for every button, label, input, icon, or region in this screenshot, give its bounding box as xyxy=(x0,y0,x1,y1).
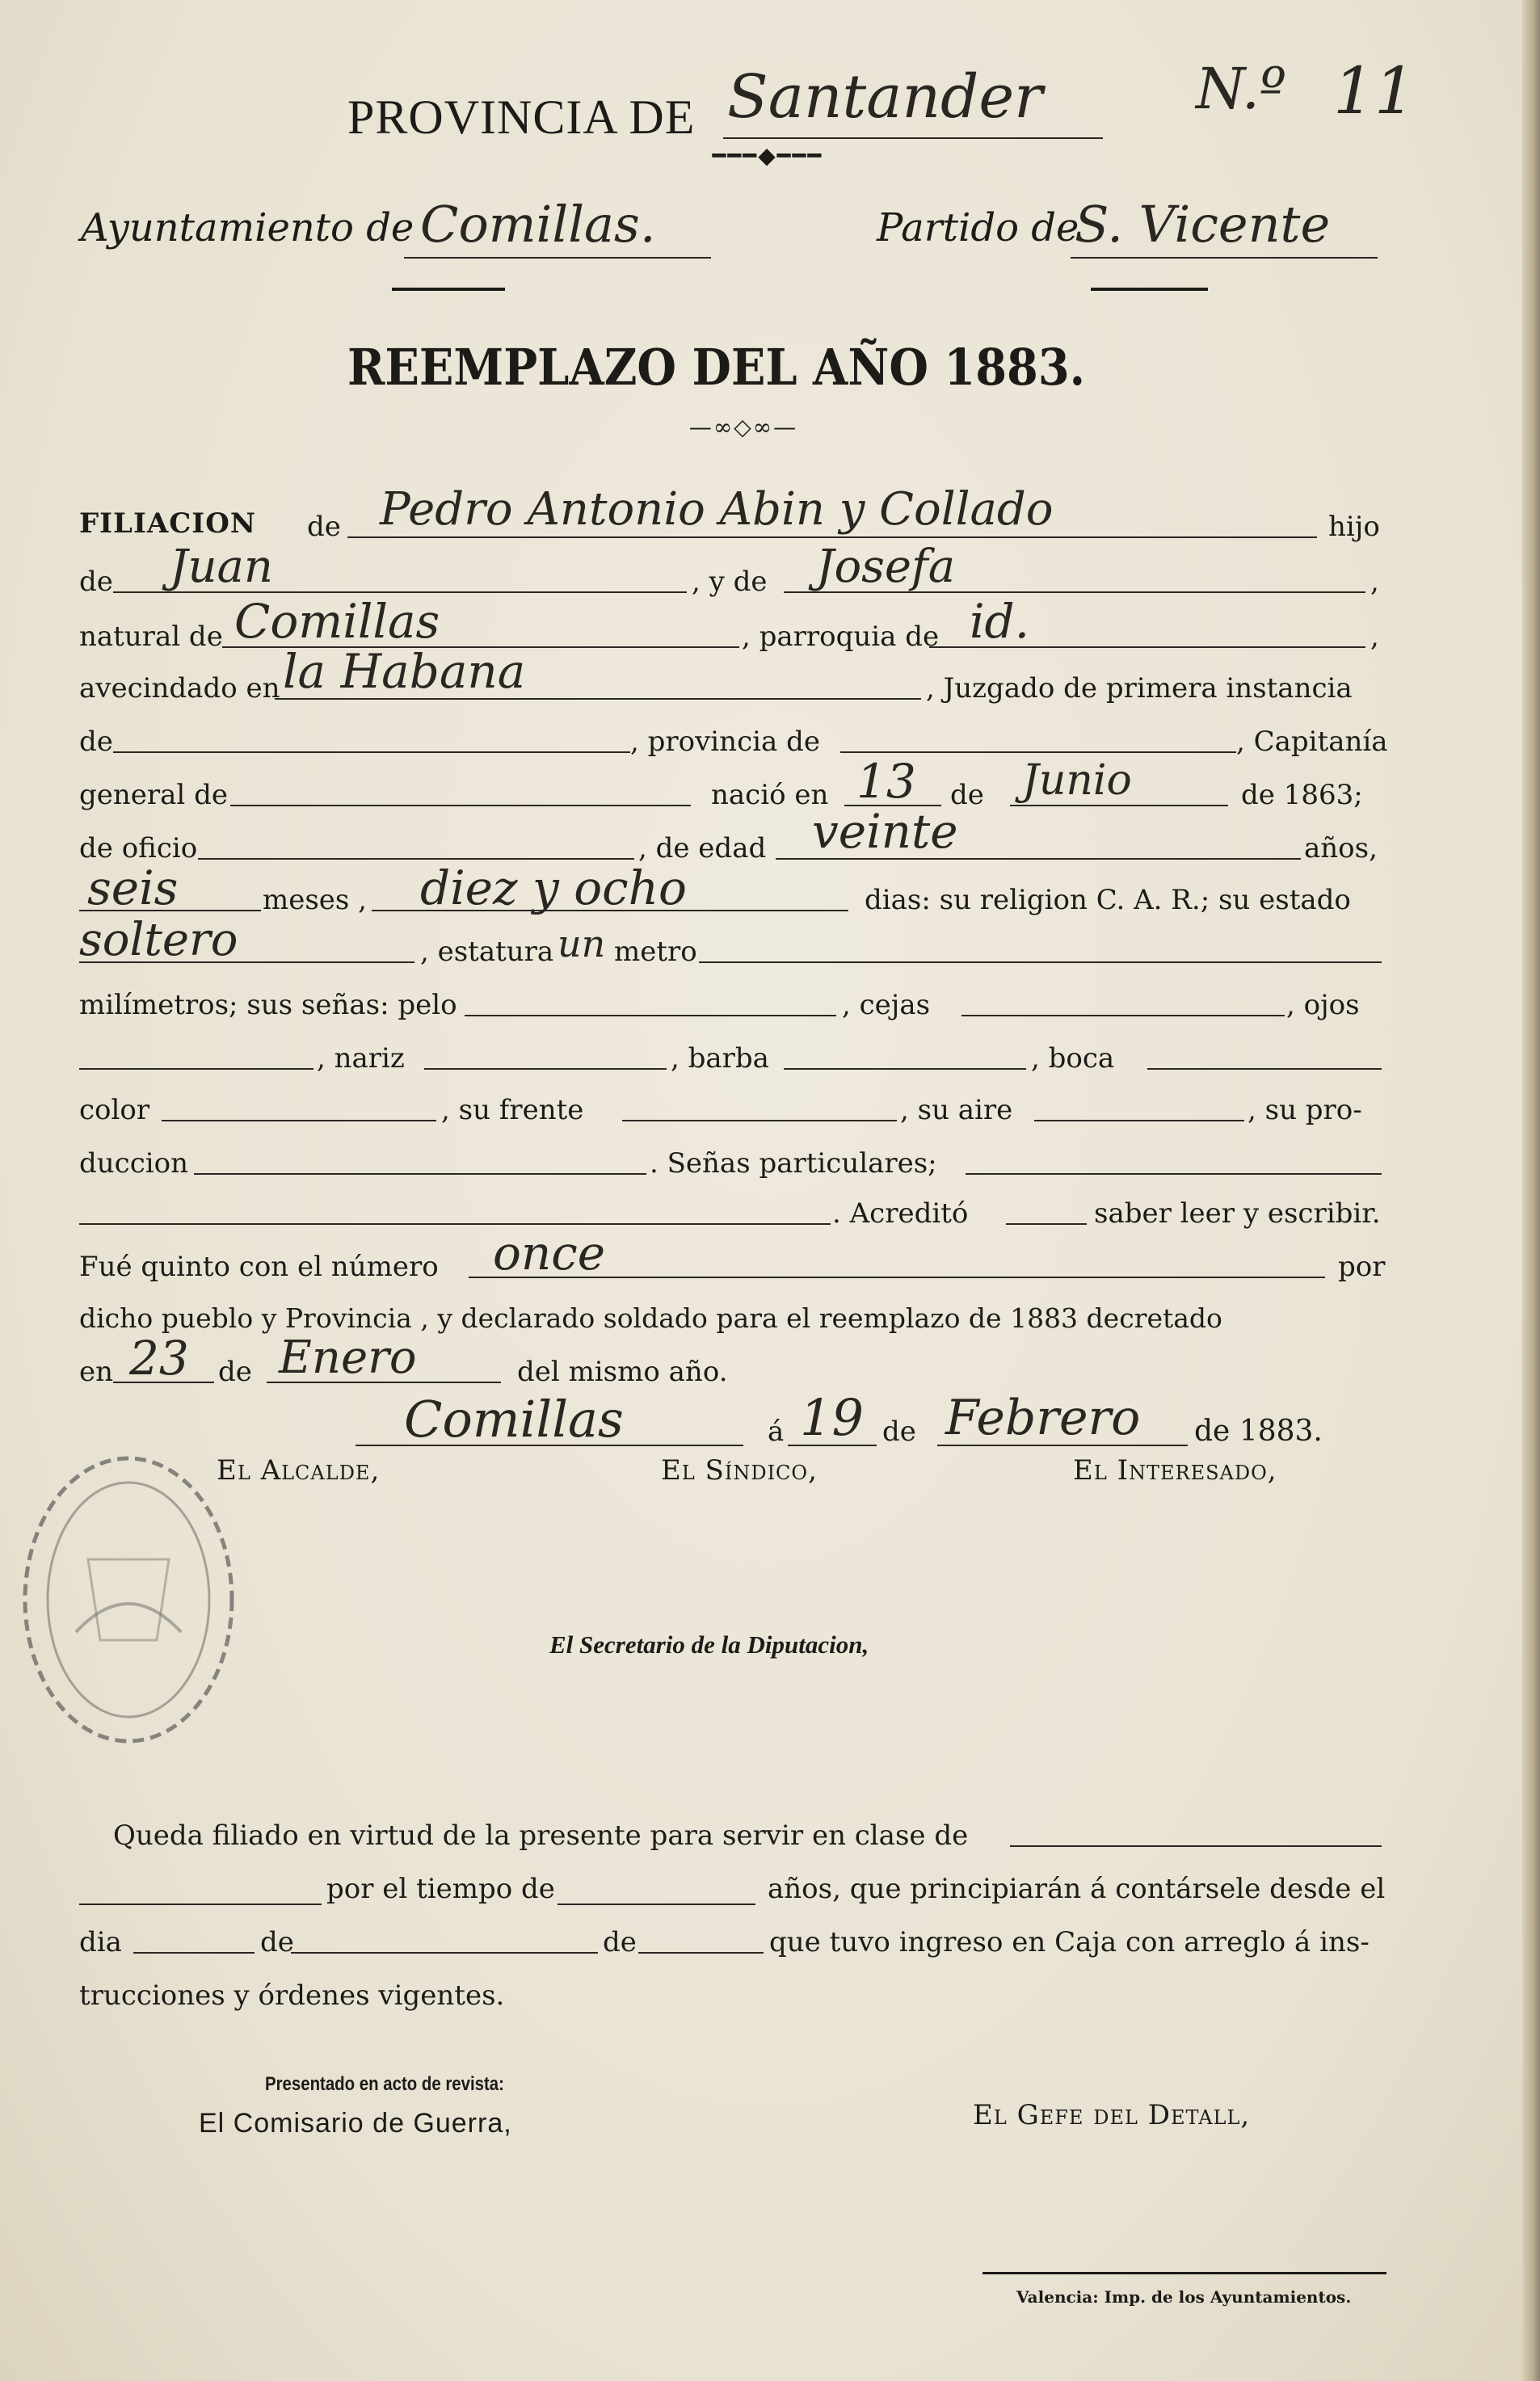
text-de5: de xyxy=(218,1356,252,1388)
provincia-value: Santander xyxy=(727,62,1043,132)
reemplazo-title: REEMPLAZO DEL AÑO 1883. xyxy=(347,338,1086,397)
estatura-underline xyxy=(699,961,1382,963)
text-milimetros: milímetros; sus señas: pelo xyxy=(79,989,457,1021)
comma2: , xyxy=(1370,620,1379,653)
dias-value: diez y ocho xyxy=(420,860,687,915)
partido-underline xyxy=(1071,257,1378,259)
text-dicho-pueblo: dicho pueblo y Provincia , y declarado soldado para el reemplazo de 1883 decretado xyxy=(79,1302,1222,1334)
text-dias-religion: dias: su religion C. A. R.; su estado xyxy=(865,884,1351,916)
seal-stamp xyxy=(11,1438,246,1753)
meses-value: seis xyxy=(87,860,179,915)
text-nacio-en: nació en xyxy=(711,779,829,811)
text-color: color xyxy=(79,1094,150,1126)
text-por: por xyxy=(1338,1251,1386,1283)
nombre-underline xyxy=(347,536,1317,538)
meses-underline xyxy=(79,910,261,911)
text-avecindado: avecindado en xyxy=(79,672,280,705)
text-boca: , boca xyxy=(1031,1042,1115,1075)
senas-underline xyxy=(966,1173,1382,1175)
aire-underline xyxy=(1034,1120,1244,1121)
text-en: en xyxy=(79,1356,114,1388)
dia-decreto-value: 23 xyxy=(129,1331,189,1386)
text-duccion: duccion xyxy=(79,1147,188,1180)
ayuntamiento-label: Ayuntamiento de xyxy=(81,205,414,250)
text-provincia-de: , provincia de xyxy=(630,726,820,758)
ornament-2: —∞◇∞— xyxy=(688,414,798,440)
pie-text-2b: años, que principiarán á contársele desde el xyxy=(768,1873,1386,1905)
text-general-de: general de xyxy=(79,779,228,811)
frente-underline xyxy=(622,1120,897,1121)
dia-decreto-underline xyxy=(113,1382,214,1383)
gefe-label: El Gefe del Detall, xyxy=(973,2099,1251,2131)
ayuntamiento-underline xyxy=(404,257,711,259)
mes-firma-value: Febrero xyxy=(945,1390,1141,1446)
natural-value: Comillas xyxy=(234,594,440,649)
edad-underline xyxy=(776,858,1301,860)
text-ojos: , ojos xyxy=(1286,989,1360,1021)
text-metro: metro xyxy=(614,936,697,968)
madre-value: Josefa xyxy=(816,541,956,593)
provincia-underline xyxy=(723,137,1103,139)
text-su-aire: , su aire xyxy=(900,1094,1013,1126)
text-a: á xyxy=(768,1416,785,1448)
juzgado-underline xyxy=(113,751,630,753)
pie-text-2a: por el tiempo de xyxy=(326,1873,555,1905)
estado-underline xyxy=(79,961,414,963)
text-de-oficio: de oficio xyxy=(79,832,198,864)
pelo-underline xyxy=(465,1015,836,1016)
dia-firma-underline xyxy=(788,1445,877,1446)
avecindado-value: la Habana xyxy=(283,644,526,699)
estatura-value: un xyxy=(558,922,606,965)
mes-ingreso-underline xyxy=(291,1952,598,1954)
numero-quinto-value: once xyxy=(493,1226,606,1281)
nariz-underline xyxy=(424,1068,667,1070)
barba-underline xyxy=(784,1068,1026,1070)
text-estatura: , estatura xyxy=(420,936,554,968)
page-edge xyxy=(1522,0,1540,2381)
rule-left xyxy=(392,288,505,291)
numero-value: 11 xyxy=(1333,53,1416,128)
imprenta-rule xyxy=(982,2272,1386,2274)
avecindado-underline xyxy=(275,698,921,700)
sindico-label: El Síndico, xyxy=(661,1454,818,1487)
anio-ingreso-underline xyxy=(638,1952,764,1954)
pie-text-3b: de xyxy=(260,1926,294,1958)
presentado-label: Presentado en acto de revista: xyxy=(265,2073,504,2095)
comma1: , xyxy=(1370,566,1379,598)
text-su-frente: , su frente xyxy=(441,1094,584,1126)
mes-nac-underline xyxy=(1010,805,1228,806)
color-underline xyxy=(162,1120,436,1121)
text-juzgado: , Juzgado de primera instancia xyxy=(926,672,1353,705)
text-senas-particulares: . Señas particulares; xyxy=(650,1147,937,1180)
text-de3: de xyxy=(79,726,113,758)
text-hijo: hijo xyxy=(1328,511,1380,543)
madre-underline xyxy=(784,591,1365,593)
provincia-underline-2 xyxy=(840,751,1236,753)
text-de-edad: , de edad xyxy=(638,832,767,864)
comisario-label: El Comisario de Guerra, xyxy=(199,2108,512,2139)
mes-decreto-underline xyxy=(267,1382,501,1383)
acredito-underline xyxy=(1006,1223,1087,1225)
parroquia-value: id. xyxy=(970,594,1030,649)
mes-firma-underline xyxy=(937,1445,1188,1446)
pie-text-3a: dia xyxy=(79,1926,122,1958)
partido-value: S. Vicente xyxy=(1075,195,1331,254)
ayuntamiento-value: Comillas. xyxy=(420,195,656,254)
nombre-value: Pedro Antonio Abin y Collado xyxy=(380,483,1054,536)
ojos-underline xyxy=(79,1068,313,1070)
cejas-underline xyxy=(961,1015,1285,1016)
edad-value: veinte xyxy=(812,804,958,859)
pie-text-1: Queda filiado en virtud de la presente para servir en clase de xyxy=(113,1819,969,1852)
alcalde-label: El Alcalde, xyxy=(217,1454,381,1487)
text-acredito: . Acreditó xyxy=(832,1197,969,1230)
pie-text-4: trucciones y órdenes vigentes. xyxy=(79,1979,505,2012)
padre-underline xyxy=(113,591,687,593)
numero-label: N.º xyxy=(1196,56,1286,122)
filiacion-label: FILIACION xyxy=(79,507,256,540)
provincia-label: PROVINCIA DE xyxy=(347,90,696,144)
produccion-underline xyxy=(194,1173,646,1175)
text-su-pro: , su pro- xyxy=(1248,1094,1362,1126)
lugar-firma-value: Comillas xyxy=(404,1390,624,1449)
text-parroquia: , parroquia de xyxy=(742,620,940,653)
imprenta-label: Valencia: Imp. de los Ayuntamientos. xyxy=(1016,2287,1352,2307)
partido-label: Partido de xyxy=(877,205,1079,250)
dia-ingreso-underline xyxy=(133,1952,255,1954)
text-de-year: de 1863; xyxy=(1241,779,1363,811)
dia-nac-value: 13 xyxy=(856,754,916,809)
secretario-label: El Secretario de la Diputacion, xyxy=(549,1630,869,1659)
text-meses: meses , xyxy=(263,884,367,916)
text-de6: de xyxy=(882,1416,916,1448)
dia-firma-value: 19 xyxy=(800,1388,864,1447)
senas-underline-2 xyxy=(79,1223,831,1225)
text-de2: de xyxy=(79,566,113,598)
interesado-label: El Interesado, xyxy=(1073,1454,1277,1487)
text-barba: , barba xyxy=(671,1042,769,1075)
clase-underline xyxy=(1010,1845,1382,1847)
text-de: de xyxy=(307,511,341,543)
ornament-1: ━━━◆━━━ xyxy=(712,142,823,169)
rule-right xyxy=(1091,288,1208,291)
text-anos: años, xyxy=(1304,832,1378,864)
capitania-underline xyxy=(230,805,691,806)
text-cejas: , cejas xyxy=(842,989,931,1021)
estado-value: soltero xyxy=(79,914,238,966)
mes-decreto-value: Enero xyxy=(279,1331,417,1384)
pie-text-3c: de xyxy=(603,1926,637,1958)
padre-value: Juan xyxy=(170,541,273,593)
text-de4: de xyxy=(950,779,984,811)
text-natural-de: natural de xyxy=(79,620,223,653)
text-capitania: , Capitanía xyxy=(1236,726,1388,758)
text-y-de: , y de xyxy=(692,566,768,598)
oficio-underline xyxy=(198,858,634,860)
text-saber: saber leer y escribir. xyxy=(1094,1197,1381,1230)
parroquia-underline xyxy=(929,646,1365,648)
numero-underline xyxy=(469,1277,1325,1278)
boca-underline xyxy=(1147,1068,1382,1070)
text-fue-quinto: Fué quinto con el número xyxy=(79,1251,439,1283)
tiempo-underline xyxy=(558,1904,755,1905)
lugar-firma-underline xyxy=(356,1445,743,1446)
text-del-mismo: del mismo año. xyxy=(517,1356,728,1388)
mes-nac-value: Junio xyxy=(1022,756,1132,805)
pie-text-3d: que tuvo ingreso en Caja con arreglo á ins- xyxy=(769,1926,1370,1958)
text-anio-firma: de 1883. xyxy=(1194,1415,1323,1448)
clase-underline-2 xyxy=(79,1904,322,1905)
text-nariz: , nariz xyxy=(317,1042,405,1075)
dias-underline xyxy=(372,910,848,911)
